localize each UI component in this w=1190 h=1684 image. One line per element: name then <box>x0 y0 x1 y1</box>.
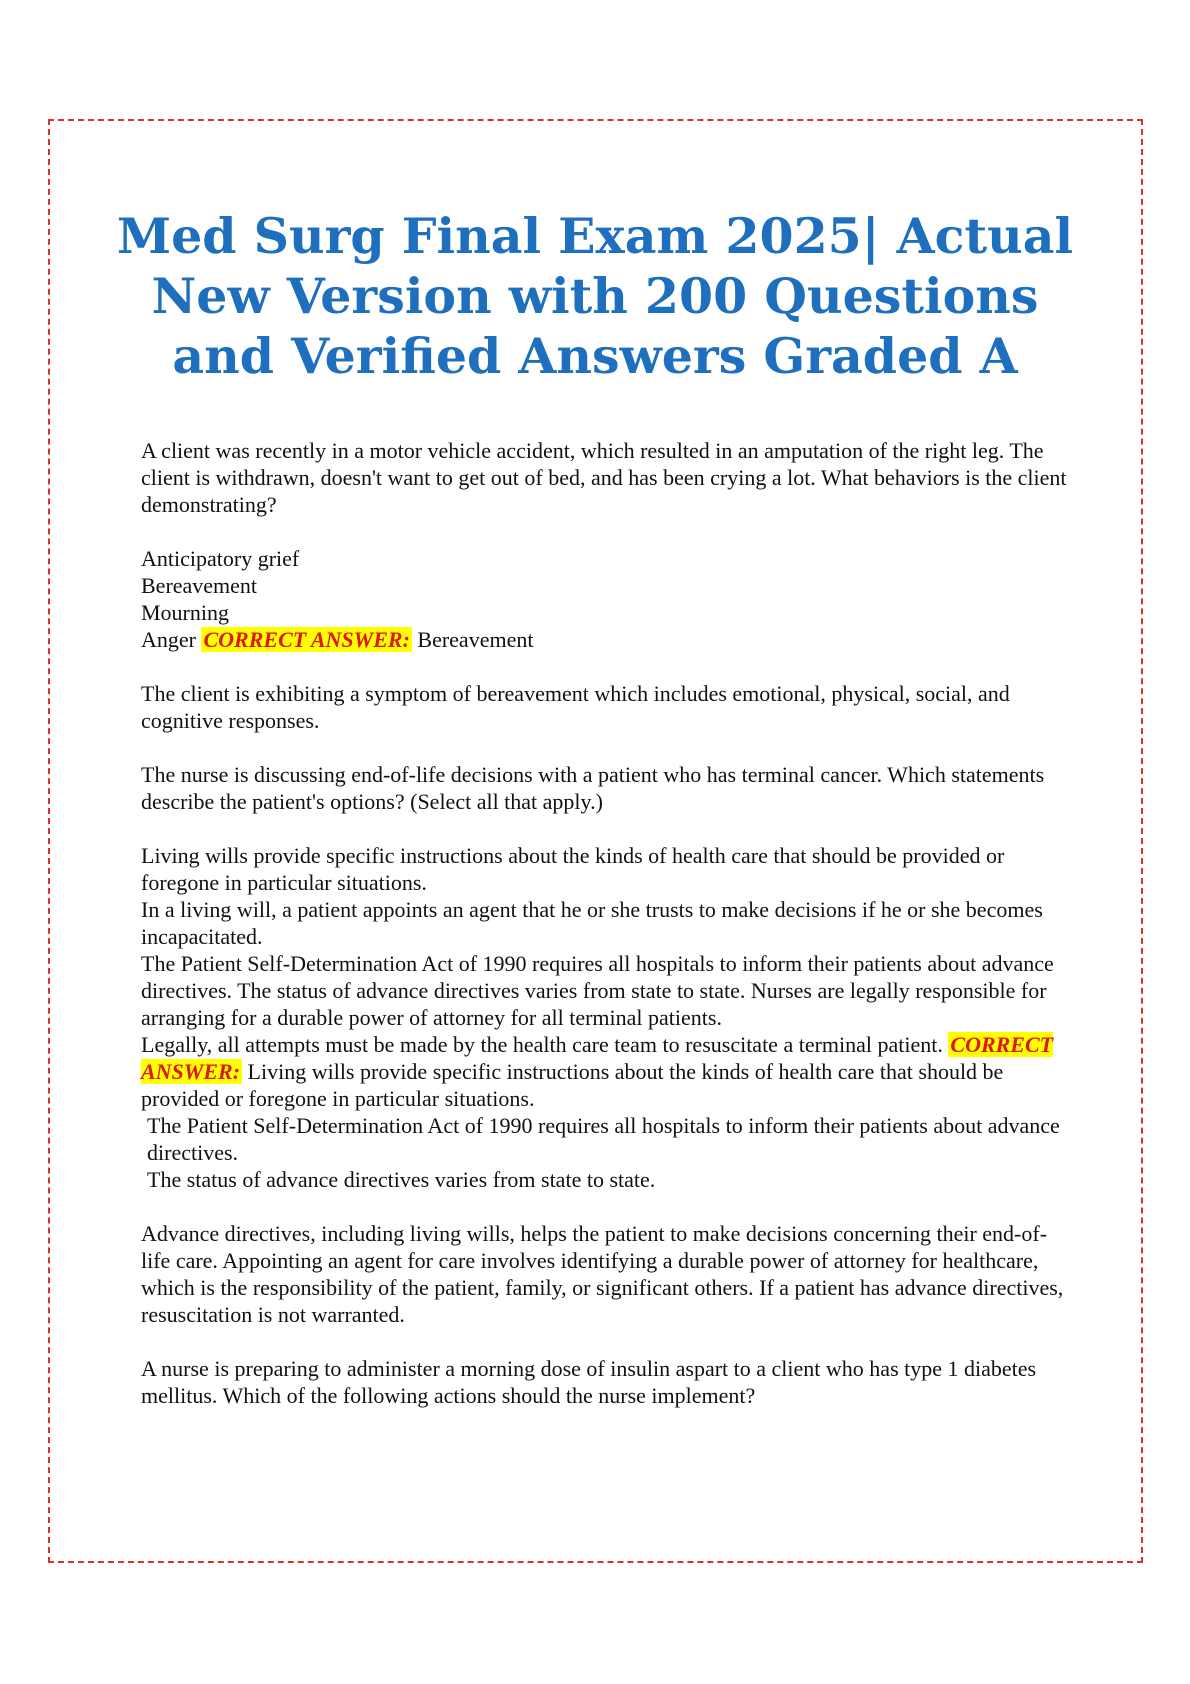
question-1-option: Anticipatory grief <box>141 546 300 571</box>
question-1-rationale: The client is exhibiting a symptom of bereavement which includes emotional, physical, social, and cognitive responses. <box>141 681 1010 733</box>
question-1-last-option-line <box>141 626 1071 653</box>
question-2-answer: Living wills provide specific instructions about the kinds of health care that should be provided or foregone in particular situations. <box>141 1059 1004 1111</box>
question-3-text: A nurse is preparing to administer a morning dose of insulin aspart to a client who has type 1 diabetes mellitus. Which of the following actions should the nurse implement? <box>141 1356 1037 1408</box>
question-2-answer: The Patient Self-Determination Act of 1990 requires all hospitals to inform their patients about advance directives. <box>147 1113 1060 1165</box>
correct-answer-label: CORRECT ANSWER: <box>141 1032 1054 1084</box>
question-2-text: The nurse is discussing end-of-life decisions with a patient who has terminal cancer. Which statements describe the patient's options? (Select all that apply.) <box>141 762 1045 814</box>
question-2-answer: The status of advance directives varies from state to state. <box>147 1167 656 1192</box>
question-2-option: In a living will, a patient appoints an agent that he or she trusts to make decisions if he or she becomes incapacitated. <box>141 897 1043 949</box>
question-2-option: Living wills provide specific instructions about the kinds of health care that should be provided or foregone in particular situations. <box>141 843 1005 895</box>
question-1-option: Anger <box>141 627 196 652</box>
document-title: Med Surg Final Exam 2025| Actual New Version with 200 Questions and Verified Answers Graded A <box>116 207 1074 385</box>
document-body <box>141 437 1071 1409</box>
question-2-option: Legally, all attempts must be made by the health care team to resuscitate a terminal patient. <box>141 1032 943 1057</box>
correct-answer-label: CORRECT ANSWER: <box>203 627 410 652</box>
question-2-last-option-line <box>141 1031 1071 1112</box>
question-1-option: Bereavement <box>141 573 258 598</box>
question-2-rationale: Advance directives, including living wills, helps the patient to make decisions concerning their end-of-life care. Appointing an agent for care involves identifying a durable power of attorney for healthcare, which is the responsibility of the patient, family, or significant others. If a patient has advance directives, resuscitation is not warranted. <box>141 1221 1064 1327</box>
question-1-text: A client was recently in a motor vehicle accident, which resulted in an amputation of the right leg. The client is withdrawn, doesn't want to get out of bed, and has been crying a lot. What behaviors is the client demonstrating? <box>141 438 1067 517</box>
question-2-option: The Patient Self-Determination Act of 1990 requires all hospitals to inform their patients about advance directives. The status of advance directives varies from state to state. Nurses are legally responsible for arranging for a durable power of attorney for all terminal patients. <box>141 951 1054 1030</box>
question-1-option: Mourning <box>141 600 229 625</box>
question-1-answer: Bereavement <box>417 627 534 652</box>
